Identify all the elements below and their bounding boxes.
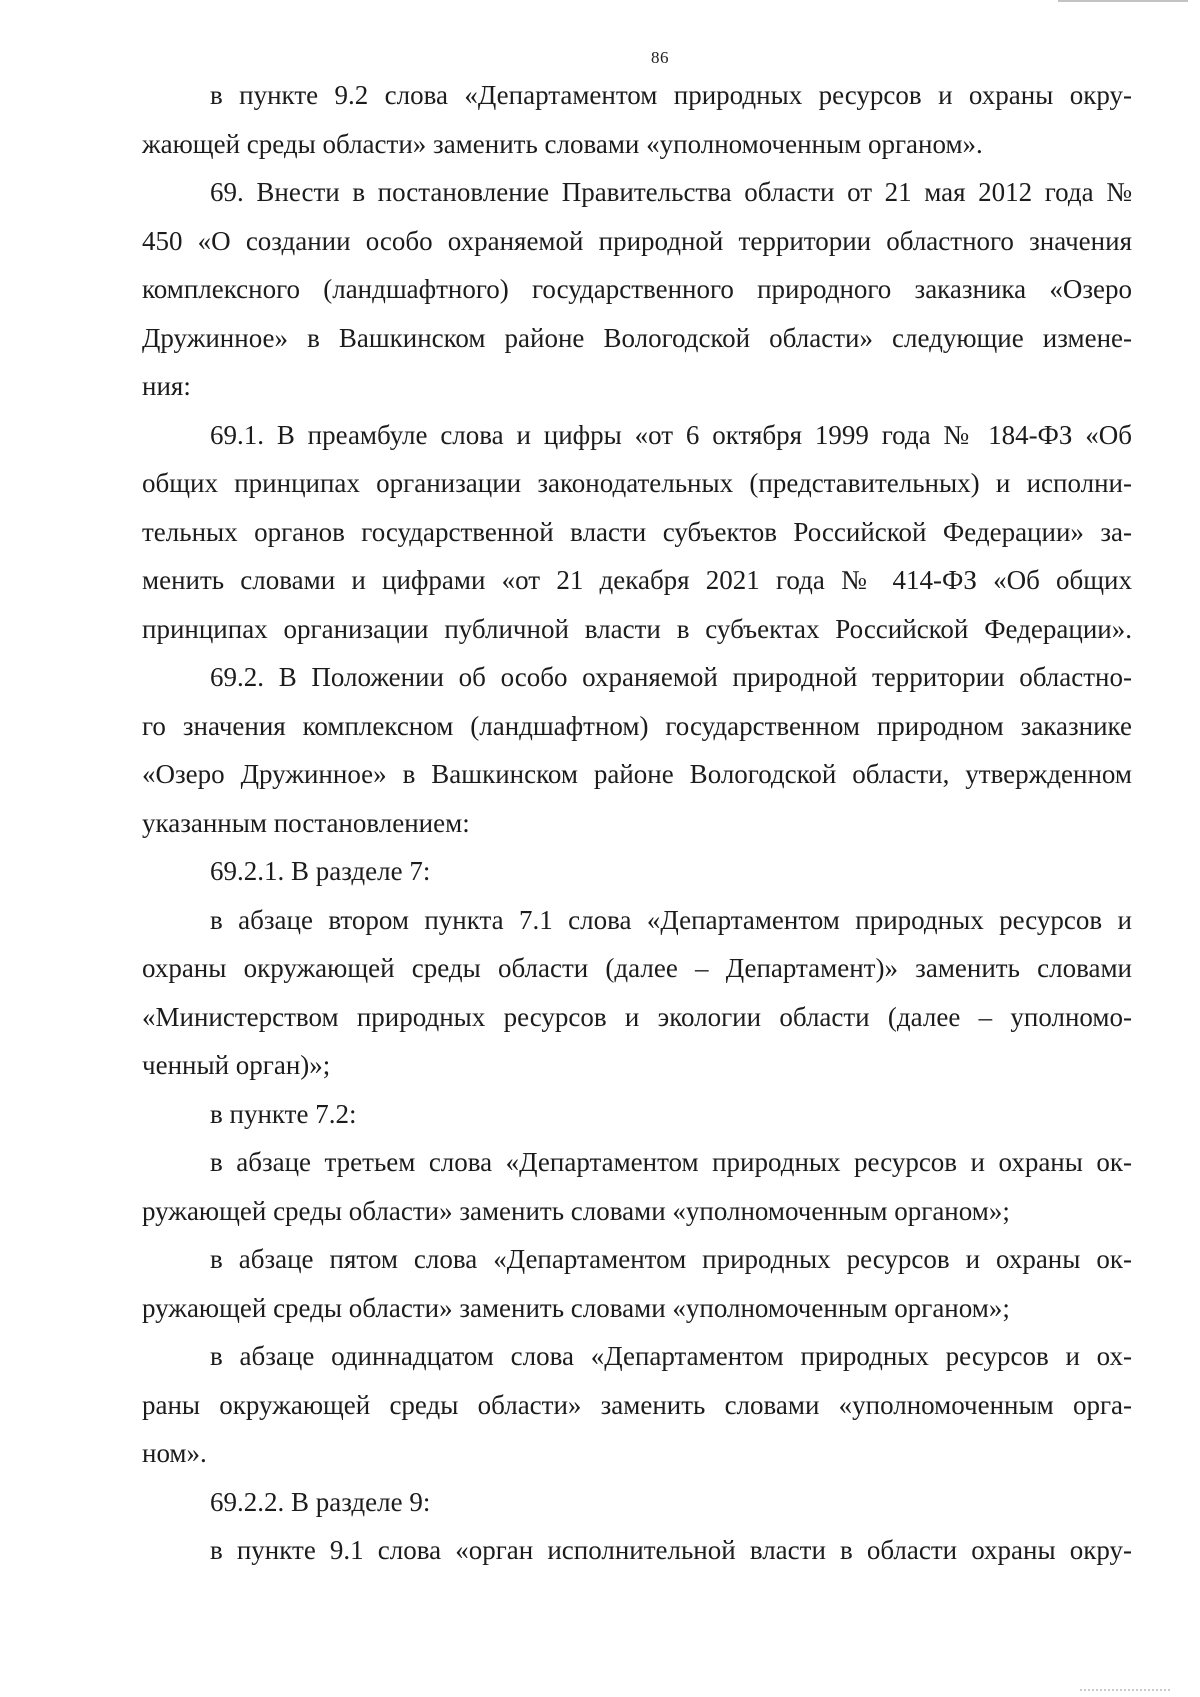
text-line: ченный орган)»;: [142, 1050, 331, 1080]
text-line: «Озеро Дружинное» в Вашкинском районе Вологодской области, утвержденном: [142, 759, 1132, 789]
page-number: 86: [651, 48, 669, 67]
text-line: в абзаце третьем слова «Департаментом природных ресурсов и охраны ок-: [210, 1147, 1132, 1177]
text-line: комплексного (ландшафтного) государственного природного заказника «Озеро: [142, 274, 1132, 304]
text-line: 69.2.2. В разделе 9:: [210, 1486, 431, 1517]
text-line: жающей среды области» заменить словами «уполномоченным органом».: [142, 128, 983, 159]
text-line: ном».: [142, 1438, 207, 1468]
text-line: в пункте 7.2:: [210, 1098, 357, 1129]
text-line: общих принципах организации законодательных (представительных) и исполни-: [142, 468, 1132, 498]
text-line: в абзаце одиннадцатом слова «Департаментом природных ресурсов и ох-: [210, 1341, 1132, 1371]
text-line: Дружинное» в Вашкинском районе Вологодской области» следующие измене-: [142, 322, 1132, 353]
text-line: тельных органов государственной власти субъектов Российской Федерации» за-: [142, 516, 1132, 547]
text-line: менить словами и цифрами «от 21 декабря 2021 года № 414-ФЗ «Об общих: [142, 565, 1132, 595]
text-line: охраны окружающей среды области (далее – Департамент)» заменить словами: [142, 953, 1132, 983]
text-line: ружающей среды области» заменить словами «уполномоченным органом»;: [142, 1195, 1010, 1226]
text-line: го значения комплексном (ландшафтном) государственном природном заказнике: [142, 710, 1132, 741]
scan-edge-mark: [1058, 0, 1188, 6]
scan-edge-mark: [1080, 1683, 1170, 1691]
text-line: 450 «О создании особо охраняемой природной территории областного значения: [142, 225, 1132, 256]
text-line: принципах организации публичной власти в субъектах Российской Федерации».: [142, 613, 1132, 644]
text-line: в пункте 9.2 слова «Департаментом природных ресурсов и охраны окру-: [210, 80, 1132, 110]
text-line: указанным постановлением:: [142, 807, 470, 838]
text-line: 69.1. В преамбуле слова и цифры «от 6 октября 1999 года № 184-ФЗ «Об: [210, 419, 1132, 450]
text-line: ния:: [142, 371, 191, 401]
text-line: 69.2. В Положении об особо охраняемой природной территории областно-: [210, 662, 1132, 692]
text-line: в пункте 9.1 слова «орган исполнительной власти в области охраны окру-: [210, 1535, 1132, 1565]
text-line: 69.2.1. В разделе 7:: [210, 856, 431, 886]
text-line: ружающей среды области» заменить словами «уполномоченным органом»;: [142, 1292, 1010, 1323]
text-line: раны окружающей среды области» заменить словами «уполномоченным орга-: [142, 1389, 1132, 1420]
text-line: «Министерством природных ресурсов и экологии области (далее – уполномо-: [142, 1001, 1132, 1032]
text-line: 69. Внести в постановление Правительства области от 21 мая 2012 года №: [210, 177, 1132, 207]
text-line: в абзаце пятом слова «Департаментом природных ресурсов и охраны ок-: [210, 1244, 1132, 1274]
document-body: [142, 71, 1132, 1575]
text-line: в абзаце втором пункта 7.1 слова «Департаментом природных ресурсов и: [210, 904, 1132, 935]
